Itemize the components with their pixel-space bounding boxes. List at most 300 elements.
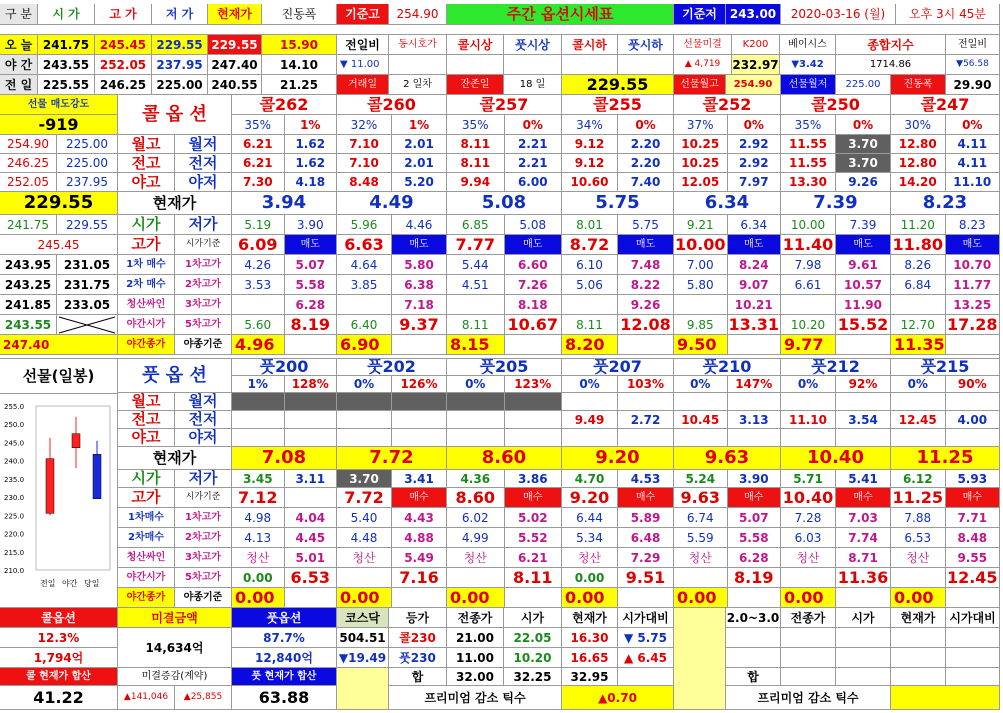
- call-level-value: 7.48: [618, 255, 674, 275]
- call-open: 6.85: [447, 215, 505, 235]
- candle-body: [72, 434, 80, 448]
- call-hl-high: 6.21: [232, 135, 285, 154]
- put-buy-signal: [285, 488, 338, 508]
- atm-table-cell: ▲ 6.45: [618, 648, 674, 668]
- fut-current-value: 229.55: [0, 192, 118, 215]
- call-level-value: [728, 335, 782, 355]
- put-hl-label: 야저: [175, 429, 232, 447]
- today-row-cell-8: 콜시상: [447, 35, 504, 55]
- premium-decrease-value: ▲0.70: [562, 686, 674, 710]
- top-header-row-cell-0: 구 분: [0, 4, 38, 25]
- fut-level: 233.05: [57, 295, 118, 315]
- put-open: 6.12: [891, 470, 946, 488]
- put-option-ratio-label: 풋옵션: [232, 608, 337, 628]
- unsettled-change-call: ▲141,046: [118, 686, 175, 710]
- y-tick-label: 235.0: [4, 475, 25, 484]
- today-row-cell-13: K200: [732, 35, 780, 55]
- put-hl-high: [232, 411, 285, 429]
- call-level-value: 10.21: [728, 295, 782, 315]
- today-row-cell-3: 229.55: [152, 35, 208, 55]
- prev-day-row-cell-7: 2 일차: [389, 75, 447, 95]
- call-open: 11.20: [891, 215, 946, 235]
- put-level-value: 0.00: [674, 588, 728, 608]
- put-level-value: 9.51: [618, 568, 674, 588]
- today-row-cell-16: 전일비: [946, 35, 1000, 55]
- put-current-price: 9.20: [562, 447, 674, 470]
- call-hl-low: 3.70: [836, 154, 891, 173]
- atm-table-cell: 16.65: [562, 648, 618, 668]
- call-level-value: 11.77: [946, 275, 1001, 295]
- today-row-cell-4: 229.55: [208, 35, 262, 55]
- fut-level: 243.95: [0, 255, 57, 275]
- put-strike-header[interactable]: 풋207: [562, 359, 674, 376]
- night-row-cell-13: 232.97: [732, 55, 780, 75]
- call-level-value: 6.84: [891, 275, 946, 295]
- call-level-value: 5.80: [392, 255, 447, 275]
- put-level-label: 5차고가: [175, 568, 232, 588]
- top-header-row-cell-2: 고 가: [95, 4, 152, 25]
- atm-table-sum: 32.95: [562, 668, 618, 686]
- put-level-value: [392, 588, 447, 608]
- put-hl-high: [781, 393, 836, 411]
- call-level-value: 7.26: [505, 275, 563, 295]
- put-hl-high: [891, 393, 946, 411]
- call-low: 5.08: [505, 215, 563, 235]
- call-current-price: 4.49: [337, 192, 447, 215]
- put-level-value: 7.28: [781, 508, 836, 528]
- prev-day-row-cell-0: 전 일: [0, 75, 38, 95]
- put-level-value: [337, 568, 392, 588]
- atm-table-header: 시가대비: [618, 608, 674, 628]
- put-high-label: 고가: [118, 488, 175, 508]
- range-table-header: 시가: [836, 608, 891, 628]
- put-level-label: 3차고가: [175, 548, 232, 568]
- call-low: 6.34: [728, 215, 782, 235]
- put-current-price: 8.60: [447, 447, 562, 470]
- call-level-value: 3.53: [232, 275, 285, 295]
- call-level-value: 6.40: [337, 315, 392, 335]
- fut-hl-value: 246.25: [0, 154, 57, 173]
- today-row-cell-9: 풋시상: [504, 35, 562, 55]
- put-level-value: 청산: [232, 548, 285, 568]
- put-level-value: [285, 588, 338, 608]
- put-level-value: [618, 588, 674, 608]
- put-level-label: 야간시가: [118, 568, 175, 588]
- call-iv: 32%: [337, 115, 392, 135]
- put-level-value: [447, 568, 505, 588]
- put-level-value: 5.89: [618, 508, 674, 528]
- call-high: 7.77: [447, 235, 505, 255]
- atm-table-sum: [618, 668, 674, 686]
- call-strike-header[interactable]: 콜257: [447, 95, 562, 115]
- top-header-row-cell-7: 254.90: [389, 4, 447, 25]
- put-hl-high: [447, 411, 505, 429]
- call-low: 3.90: [285, 215, 338, 235]
- fut-hl-value: 252.05: [0, 173, 57, 192]
- call-level-value: 7.18: [392, 295, 447, 315]
- put-level-label: 청산싸인: [118, 548, 175, 568]
- range-table-cell: [726, 648, 781, 668]
- put-level-value: 5.07: [728, 508, 782, 528]
- call-level-value: [392, 335, 447, 355]
- put-iv: 0%: [891, 376, 946, 393]
- call-level-value: 10.67: [505, 315, 563, 335]
- range-table-sum-label: 합: [726, 668, 781, 686]
- kosdaq-blank: [337, 668, 389, 710]
- call-hl-low: 2.21: [505, 154, 563, 173]
- call-hl-low: 7.40: [618, 173, 674, 192]
- fut-hl-value: 254.90: [0, 135, 57, 154]
- premium-decrease-value-2: [891, 686, 1000, 710]
- call-level-value: 3.85: [337, 275, 392, 295]
- call-hl-label: 전고: [118, 154, 175, 173]
- atm-table-cell: 콜230: [389, 628, 447, 648]
- put-low: 3.90: [728, 470, 782, 488]
- call-amount: 1,794억: [0, 648, 118, 668]
- put-iv-change: 123%: [505, 376, 563, 393]
- call-strike-header[interactable]: 콜247: [891, 95, 1000, 115]
- call-hl-label: 월저: [175, 135, 232, 154]
- put-strike-header[interactable]: 풋212: [781, 359, 891, 376]
- call-level-value: 7.98: [781, 255, 836, 275]
- call-iv-change: 1%: [285, 115, 338, 135]
- call-hl-low: 2.01: [392, 135, 447, 154]
- put-hl-low: [505, 393, 563, 411]
- put-hl-low: [392, 429, 447, 447]
- call-iv: 35%: [781, 115, 836, 135]
- fut-hl-value: 225.00: [57, 135, 118, 154]
- call-open: 9.21: [674, 215, 728, 235]
- put-level-value: 4.98: [232, 508, 285, 528]
- range-table-header: 현재가: [891, 608, 946, 628]
- call-level-value: 17.28: [946, 315, 1001, 335]
- put-iv-change: 128%: [285, 376, 338, 393]
- put-strike-header[interactable]: 풋205: [447, 359, 562, 376]
- put-strike-header[interactable]: 풋202: [337, 359, 447, 376]
- futures-daily-chart-title: 선물(일봉): [0, 359, 118, 394]
- put-sum: 63.88: [232, 686, 337, 710]
- put-level-value: [505, 588, 563, 608]
- put-open: 5.71: [781, 470, 836, 488]
- call-current-price: 3.94: [232, 192, 337, 215]
- today-row-cell-7: 동시호가: [389, 35, 447, 55]
- call-level-value: [505, 335, 563, 355]
- put-level-value: 6.44: [562, 508, 618, 528]
- top-header-row-cell-3: 저 가: [152, 4, 208, 25]
- put-level-label: 1차매수: [118, 508, 175, 528]
- top-header-row-cell-10: 243.00: [726, 4, 781, 25]
- call-level-label: 1차 매수: [118, 255, 175, 275]
- call-level-value: 12.70: [891, 315, 946, 335]
- call-current-price: 8.23: [891, 192, 1000, 215]
- call-hl-low: 1.62: [285, 135, 338, 154]
- put-strike-header[interactable]: 풋210: [674, 359, 781, 376]
- call-high: 8.72: [562, 235, 618, 255]
- call-level-value: 6.38: [392, 275, 447, 295]
- call-level-value: 8.20: [562, 335, 618, 355]
- put-hl-low: [392, 393, 447, 411]
- put-buy-signal: 매수: [505, 488, 563, 508]
- call-level-value: 10.57: [836, 275, 891, 295]
- call-current-label: 현재가: [118, 192, 232, 215]
- call-hl-low: 11.10: [946, 173, 1001, 192]
- call-sell-signal: 매도: [946, 235, 1001, 255]
- put-level-value: 4.48: [337, 528, 392, 548]
- top-header-row-cell-12: 오후 3시 45분: [896, 4, 1000, 25]
- prev-day-row-cell-1: 225.55: [38, 75, 95, 95]
- put-iv-change: 147%: [728, 376, 782, 393]
- call-level-value: 13.31: [728, 315, 780, 334]
- fut-level: 241.85: [0, 295, 57, 315]
- put-hl-low: [285, 393, 338, 411]
- premium-decrease-label-2: 프리미엄 감소 틱수: [726, 686, 891, 710]
- put-level-value: 청산: [674, 548, 728, 568]
- call-level-value: [618, 335, 674, 355]
- put-level-value: 청산: [562, 548, 618, 568]
- put-level-value: 4.43: [392, 508, 447, 528]
- call-level-value: 5.60: [232, 315, 285, 335]
- cross-icon: [57, 315, 117, 335]
- put-open: 4.70: [562, 470, 618, 488]
- put-high: 8.60: [447, 488, 505, 508]
- call-iv: 35%: [447, 115, 505, 135]
- call-hl-label: 월고: [118, 135, 175, 154]
- range-table-header: 전종가: [781, 608, 836, 628]
- call-hl-high: 12.80: [891, 135, 946, 154]
- y-tick-label: 255.0: [4, 403, 25, 411]
- put-hl-low: [728, 429, 782, 447]
- call-hl-high: 6.21: [232, 154, 285, 173]
- unsettled-amount: 14,634억: [118, 628, 232, 668]
- atm-table-cell: ▼ 5.75: [618, 628, 674, 648]
- put-hl-low: 4.00: [946, 411, 1001, 429]
- atm-table-header: 등가: [389, 608, 447, 628]
- put-hl-high: [447, 429, 505, 447]
- call-current-price: 5.08: [447, 192, 562, 215]
- put-high: 9.20: [562, 488, 618, 508]
- put-level-value: 8.71: [836, 548, 891, 568]
- call-level-value: 9.85: [674, 315, 728, 335]
- put-open: 5.24: [674, 470, 728, 488]
- put-level-value: 6.48: [618, 528, 674, 548]
- call-strike-header[interactable]: 콜255: [562, 95, 674, 115]
- put-pct: 87.7%: [232, 628, 337, 648]
- call-level-value: 5.44: [447, 255, 505, 275]
- atm-table-header: 전종가: [447, 608, 504, 628]
- y-tick-label: 215.0: [4, 548, 25, 557]
- call-strike-header[interactable]: 콜250: [781, 95, 891, 115]
- call-level-value: 11.35: [891, 335, 946, 355]
- put-level-value: 0.00: [447, 588, 505, 608]
- put-hl-high: 9.49: [562, 411, 618, 429]
- put-level-value: 8.11: [505, 568, 563, 588]
- put-level-value: 청산: [891, 548, 946, 568]
- put-level-value: 0.00: [891, 588, 946, 608]
- call-sum-label: 콜 현재가 합산: [0, 668, 118, 686]
- put-level-value: 5.59: [674, 528, 728, 548]
- call-sell-signal: 매도: [505, 235, 563, 255]
- prev-day-row-cell-13: 선물월저: [781, 75, 836, 95]
- divider-blank: [674, 608, 726, 710]
- fut-low: 229.55: [57, 215, 118, 235]
- call-current-price: 7.39: [781, 192, 891, 215]
- call-level-value: 4.26: [232, 255, 285, 275]
- call-hl-low: 2.92: [728, 154, 782, 173]
- top-header-row-cell-8: 주간 옵션시세표: [447, 4, 674, 25]
- fut-high: 245.45: [0, 235, 118, 255]
- put-iv: 0%: [337, 376, 392, 393]
- put-level-value: 5.58: [728, 528, 782, 548]
- today-row-cell-2: 245.45: [95, 35, 152, 55]
- atm-table-cell: 21.00: [447, 628, 504, 648]
- today-row-cell-0: 오 늘: [0, 35, 38, 55]
- put-low: 4.53: [618, 470, 674, 488]
- futures-strength-label: 선물 매도강도: [0, 95, 118, 115]
- call-level-value: [232, 295, 285, 315]
- put-hl-low: [505, 429, 563, 447]
- call-level-label: 야종기준: [175, 335, 232, 355]
- call-level-value: 9.61: [836, 255, 891, 275]
- top-header-row-cell-11: 2020-03-16 (월): [781, 4, 896, 25]
- call-level-label: 3차고가: [175, 295, 232, 315]
- today-row-cell-11: 풋시하: [618, 35, 674, 55]
- range-table-sum: [836, 668, 891, 686]
- put-current-price: 11.25: [891, 447, 1000, 470]
- call-iv-change: 0%: [836, 115, 891, 135]
- call-high: 10.00: [674, 235, 726, 254]
- put-iv: 0%: [562, 376, 618, 393]
- call-level-value: 6.61: [781, 275, 836, 295]
- call-level-value: 12.08: [618, 315, 674, 335]
- put-low: 3.11: [285, 470, 338, 488]
- night-row-cell-14: ▼3.42: [780, 55, 836, 75]
- put-level-value: 6.21: [505, 548, 563, 568]
- fut-level: 231.05: [57, 255, 118, 275]
- call-hl-high: 7.10: [337, 154, 392, 173]
- night-row-cell-1: 243.55: [38, 55, 95, 75]
- put-current-price: 7.72: [337, 447, 447, 470]
- top-header-row-cell-6: 기준고: [337, 4, 389, 25]
- call-strike-header[interactable]: 콜252: [674, 95, 781, 115]
- put-high: 11.25: [891, 488, 946, 508]
- prev-day-row-cell-9: 18 일: [504, 75, 562, 95]
- put-level-label: 야종기준: [175, 588, 232, 608]
- kosdaq-value: 504.51: [337, 628, 389, 648]
- y-tick-label: 230.0: [4, 494, 25, 503]
- call-option-ratio-label: 콜옵션: [0, 608, 118, 628]
- today-row-cell-5: 15.90: [262, 35, 337, 55]
- range-table-cell: [781, 648, 836, 668]
- prev-day-row-cell-15: 진동폭: [891, 75, 946, 95]
- put-level-value: 0.00: [232, 588, 285, 608]
- put-level-value: 0.00: [337, 588, 392, 608]
- put-level-value: 6.28: [728, 548, 782, 568]
- fut-hl-value: 225.00: [57, 154, 118, 173]
- call-level-value: [674, 295, 728, 315]
- put-open: 3.45: [232, 470, 285, 488]
- call-level-value: 8.18: [505, 295, 563, 315]
- call-hl-high: 12.80: [891, 154, 946, 173]
- put-strike-header[interactable]: 풋200: [232, 359, 337, 376]
- put-iv-change: 90%: [946, 376, 1001, 393]
- put-current-label: 현재가: [118, 447, 232, 470]
- top-header-row-cell-4: 현재가: [208, 4, 262, 25]
- call-level-value: 4.64: [337, 255, 392, 275]
- put-hl-high: [447, 393, 505, 411]
- put-level-value: 7.74: [836, 528, 891, 548]
- call-sell-signal: 매도: [392, 235, 447, 255]
- put-level-value: 8.48: [946, 528, 1001, 548]
- call-hl-high: 8.48: [337, 173, 392, 192]
- prev-day-row-cell-4: 240.55: [208, 75, 262, 95]
- call-level-value: 4.96: [232, 335, 285, 355]
- call-level-value: 4.51: [447, 275, 505, 295]
- put-level-label: 2차고가: [175, 528, 232, 548]
- put-level-value: 7.29: [618, 548, 674, 568]
- put-high: 7.72: [337, 488, 392, 508]
- put-hl-low: [836, 429, 891, 447]
- call-level-value: 9.50: [674, 335, 728, 355]
- put-level-value: 0.00: [781, 588, 836, 608]
- call-hl-high: 11.55: [781, 154, 836, 173]
- put-level-value: 0.00: [232, 568, 285, 588]
- call-strike-header[interactable]: 콜260: [337, 95, 447, 115]
- put-level-label: 2차매수: [118, 528, 175, 548]
- put-level-value: 5.49: [392, 548, 447, 568]
- x-axis-label: 당일: [84, 579, 100, 588]
- today-row-cell-10: 콜시하: [562, 35, 618, 55]
- call-hl-low: 4.11: [946, 154, 1001, 173]
- put-hl-low: 3.54: [836, 411, 891, 429]
- put-level-value: 6.03: [781, 528, 836, 548]
- call-sell-signal: 매도: [728, 235, 782, 255]
- put-iv-change: 103%: [618, 376, 674, 393]
- call-hl-high: 10.25: [674, 154, 728, 173]
- put-level-label: 1차고가: [175, 508, 232, 528]
- call-level-label: 야간종가: [118, 335, 175, 355]
- call-level-value: 8.24: [728, 255, 782, 275]
- put-hl-high: [232, 393, 285, 411]
- call-level-value: [285, 335, 338, 355]
- call-level-value: 9.26: [618, 295, 674, 315]
- prev-day-row-cell-10: 229.55: [562, 75, 674, 95]
- fut-hl-value: 237.95: [57, 173, 118, 192]
- put-level-value: 4.13: [232, 528, 285, 548]
- put-hl-low: [285, 429, 338, 447]
- call-hl-high: 9.12: [562, 154, 618, 173]
- fut-level: 243.55: [0, 315, 57, 335]
- call-strike-header[interactable]: 콜262: [232, 95, 337, 115]
- range-table-sum: [891, 668, 946, 686]
- put-open: 4.36: [447, 470, 505, 488]
- night-row-cell-0: 야 간: [0, 55, 38, 75]
- unsettled-change-label: 미결증감(계약): [118, 668, 232, 686]
- call-hl-label: 전저: [175, 154, 232, 173]
- put-hl-high: [337, 393, 392, 411]
- put-hl-low: [836, 393, 891, 411]
- put-low: 3.86: [505, 470, 563, 488]
- prev-day-row-cell-5: 21.25: [262, 75, 337, 95]
- put-level-value: 청산: [447, 548, 505, 568]
- put-level-value: 0.00: [562, 588, 618, 608]
- put-hl-high: 12.45: [891, 411, 946, 429]
- put-buy-signal: 매수: [946, 488, 1001, 508]
- range-table-cell: [836, 628, 891, 648]
- put-hl-high: 10.45: [674, 411, 728, 429]
- put-hl-high: [232, 429, 285, 447]
- put-low-label: 저가: [175, 470, 232, 488]
- put-strike-header[interactable]: 풋215: [891, 359, 1000, 376]
